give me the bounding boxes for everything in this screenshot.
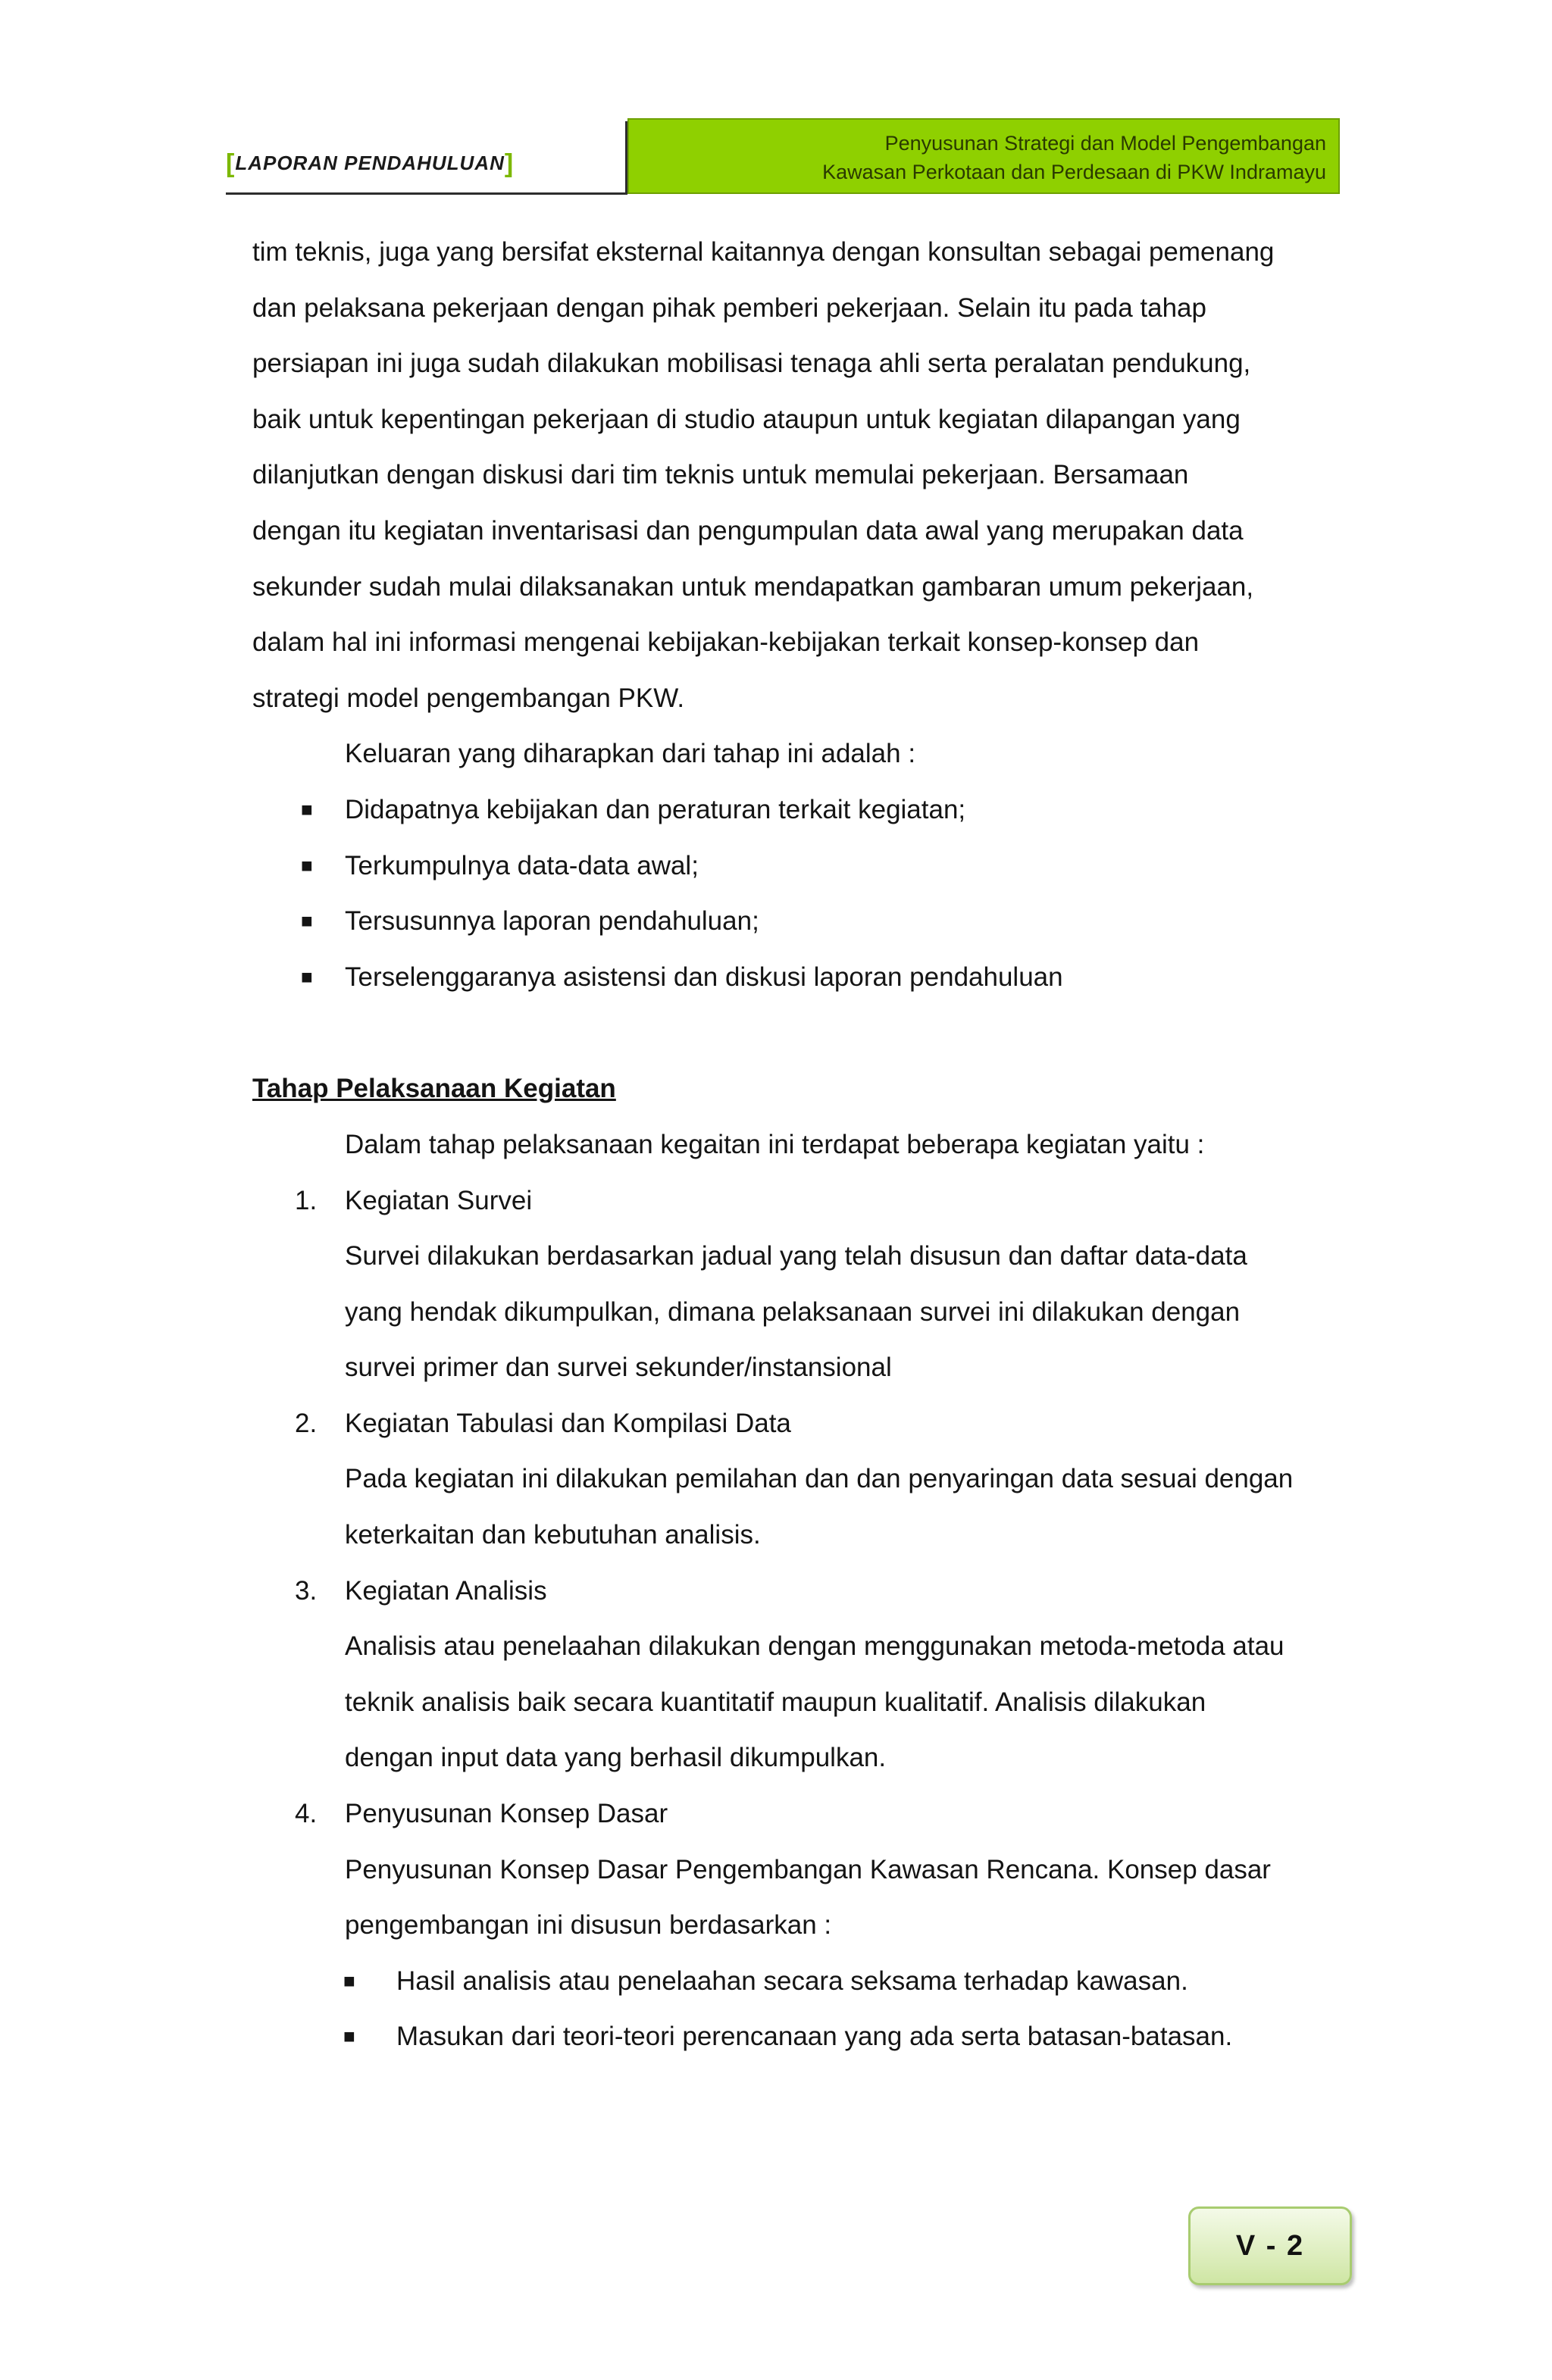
bracket-open: [: [226, 149, 236, 178]
item-number: 3.: [295, 1575, 318, 1606]
output-intro: Keluaran yang diharapkan dari tahap ini adalah :: [345, 739, 916, 769]
item-title: Kegiatan Analisis: [345, 1575, 547, 1606]
item-text-line: yang hendak dikumpulkan, dimana pelaksanaan survei ini dilakukan dengan: [345, 1296, 1241, 1327]
item-text-line: survei primer dan survei sekunder/instansional: [345, 1353, 892, 1383]
item-text-line: Penyusunan Konsep Dasar Pengembangan Kawasan Rencana. Konsep dasar: [345, 1854, 1271, 1884]
item-number: 1.: [295, 1185, 318, 1215]
project-title-line-1: Penyusunan Strategi dan Model Pengembangan: [884, 132, 1326, 155]
item-number: 4.: [295, 1799, 318, 1829]
page-number-badge: V - 2: [1188, 2206, 1352, 2285]
paragraph-line: strategi model pengembangan PKW.: [252, 683, 685, 713]
paragraph-line: dan pelaksana pekerjaan dengan pihak pemberi pekerjaan. Selain itu pada tahap: [252, 292, 1206, 323]
item-text-line: Pada kegiatan ini dilakukan pemilahan dan dan penyaringan data sesuai dengan: [345, 1464, 1294, 1494]
list-item: [252, 893, 1332, 949]
paragraph-line: sekunder sudah mulai dilaksanakan untuk mendapatkan gambaran umum pekerjaan,: [252, 571, 1254, 602]
project-title-box: [627, 118, 1340, 194]
bullet-icon: ■: [301, 797, 313, 821]
bullet-icon: ■: [301, 853, 313, 877]
paragraph-line: dalam hal ini informasi mengenai kebijakan-kebijakan terkait konsep-konsep dan: [252, 627, 1200, 658]
numbered-item: [252, 1396, 1332, 1452]
item-text-line: Analisis atau penelaahan dilakukan dengan menggunakan metoda-metoda atau: [345, 1631, 1284, 1662]
bullet-icon: ■: [343, 1969, 355, 1992]
paragraph-line: persiapan ini juga sudah dilakukan mobilisasi tenaga ahli serta peralatan pendukung,: [252, 349, 1251, 379]
item-title: Penyusunan Konsep Dasar: [345, 1799, 668, 1829]
paragraph-line: tim teknis, juga yang bersifat eksternal kaitannya dengan konsultan sebagai pemenang: [252, 237, 1275, 267]
item-number: 2.: [295, 1408, 318, 1438]
sub-list-item: [252, 1953, 1332, 2009]
item-title: Kegiatan Survei: [345, 1185, 533, 1215]
bullet-icon: ■: [343, 2025, 355, 2048]
document-section-label: [226, 147, 514, 177]
sub-list-item-text: Masukan dari teori-teori perencanaan yang ada serta batasan-batasan.: [396, 2022, 1233, 2052]
bracket-close: ]: [504, 149, 515, 178]
project-title-line-2: Kawasan Perkotaan dan Perdesaan di PKW Indramayu: [822, 161, 1326, 183]
list-item: [252, 949, 1332, 1005]
numbered-item: [252, 1786, 1332, 1842]
item-text-line: Survei dilakukan berdasarkan jadual yang telah disusun dan daftar data-data: [345, 1241, 1247, 1271]
item-text-line: dengan input data yang berhasil dikumpulkan.: [345, 1743, 887, 1773]
item-title: Kegiatan Tabulasi dan Kompilasi Data: [345, 1408, 791, 1438]
list-item-text: Tersusunnya laporan pendahuluan;: [345, 906, 759, 937]
list-item: [252, 838, 1332, 894]
page-content: [252, 224, 1332, 2065]
section-label-text: LAPORAN PENDAHULUAN: [235, 152, 505, 174]
paragraph-line: dilanjutkan dengan diskusi dari tim teknis untuk memulai pekerjaan. Bersamaan: [252, 460, 1189, 490]
numbered-item: [252, 1173, 1332, 1229]
item-text-line: pengembangan ini disusun berdasarkan :: [345, 1910, 832, 1941]
paragraph-line: dengan itu kegiatan inventarisasi dan pengumpulan data awal yang merupakan data: [252, 515, 1244, 546]
sub-list-item-text: Hasil analisis atau penelaahan secara seksama terhadap kawasan.: [396, 1966, 1188, 1996]
list-item-text: Didapatnya kebijakan dan peraturan terkait kegiatan;: [345, 794, 966, 824]
list-item: [252, 782, 1332, 838]
bullet-icon: ■: [301, 965, 313, 988]
list-item-text: Terselenggaranya asistensi dan diskusi laporan pendahuluan: [345, 962, 1063, 992]
paragraph-line: baik untuk kepentingan pekerjaan di studio ataupun untuk kegiatan dilapangan yang: [252, 404, 1241, 434]
section-intro: Dalam tahap pelaksanaan kegaitan ini terdapat beberapa kegiatan yaitu :: [345, 1129, 1205, 1159]
bullet-icon: ■: [301, 909, 313, 933]
header-rule: [226, 192, 627, 195]
item-text-line: keterkaitan dan kebutuhan analisis.: [345, 1520, 761, 1550]
item-text-line: teknik analisis baik secara kuantitatif maupun kualitatif. Analisis dilakukan: [345, 1687, 1206, 1717]
numbered-item: [252, 1563, 1332, 1619]
sub-list-item: [252, 2009, 1332, 2065]
list-item-text: Terkumpulnya data-data awal;: [345, 850, 699, 880]
section-heading: Tahap Pelaksanaan Kegiatan: [252, 1074, 616, 1104]
